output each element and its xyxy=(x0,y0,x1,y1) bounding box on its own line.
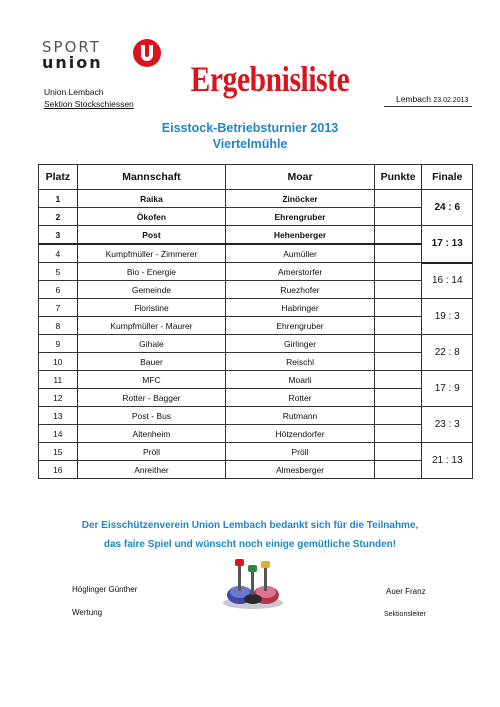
cell-punkte xyxy=(374,244,422,263)
cell-platz: 13 xyxy=(39,407,78,425)
cell-platz: 5 xyxy=(39,263,78,281)
header-mannschaft: Mannschaft xyxy=(77,165,226,190)
cell-platz: 7 xyxy=(39,299,78,317)
results-table xyxy=(38,164,473,479)
page-title: Ergebnisliste xyxy=(190,59,350,99)
cell-platz: 10 xyxy=(39,353,78,371)
cell-moar: Amerstorfer xyxy=(226,263,375,281)
cell-platz: 6 xyxy=(39,281,78,299)
cell-finale: 21 : 13 xyxy=(422,443,473,479)
table-row xyxy=(39,226,473,245)
table-row xyxy=(39,281,473,299)
cell-finale: 24 : 6 xyxy=(422,190,473,226)
cell-platz: 16 xyxy=(39,461,78,479)
table-row xyxy=(39,389,473,407)
cell-mannschaft: Kumpfmüller - Maurer xyxy=(77,317,226,335)
table-row xyxy=(39,443,473,461)
cell-mannschaft: Kumpfmüller - Zimmerer xyxy=(77,244,226,263)
thanks-line-2: das faire Spiel und wünscht noch einige gemütliche Stunden! xyxy=(103,539,397,550)
cell-finale: 16 : 14 xyxy=(422,263,473,299)
cell-mannschaft: Bauer xyxy=(77,353,226,371)
table-row xyxy=(39,208,473,226)
cell-mannschaft: Ökofen xyxy=(77,208,226,226)
cell-moar: Rutmann xyxy=(226,407,375,425)
header-finale: Finale xyxy=(422,165,473,190)
cell-mannschaft: Altenheim xyxy=(77,425,226,443)
cell-platz: 9 xyxy=(39,335,78,353)
cell-platz: 2 xyxy=(39,208,78,226)
cell-mannschaft: Bio - Energie xyxy=(77,263,226,281)
cell-platz: 8 xyxy=(39,317,78,335)
sport-union-logo xyxy=(42,38,162,74)
cell-moar: Habringer xyxy=(226,299,375,317)
table-row xyxy=(39,425,473,443)
cell-moar: Hehenberger xyxy=(226,226,375,245)
signature-left-name: Höglinger Günther xyxy=(72,585,138,594)
logo-sport-text: SPORT xyxy=(42,38,101,56)
cell-moar: Reischl xyxy=(226,353,375,371)
cell-punkte xyxy=(374,190,422,208)
cell-platz: 15 xyxy=(39,443,78,461)
cell-platz: 12 xyxy=(39,389,78,407)
event-title: Eisstock-Betriebsturnier 2013 xyxy=(161,121,339,135)
org-name: Union Lembach xyxy=(44,87,104,97)
signature-left-role: Wertung xyxy=(72,608,103,617)
header-moar: Moar xyxy=(226,165,375,190)
table-row xyxy=(39,244,473,263)
cell-finale: 23 : 3 xyxy=(422,407,473,443)
cell-finale: 19 : 3 xyxy=(422,299,473,335)
cell-punkte xyxy=(374,407,422,425)
signature-right-name: Auer Franz xyxy=(386,587,426,596)
cell-moar: Ehrengruber xyxy=(226,317,375,335)
cell-punkte xyxy=(374,317,422,335)
cell-punkte xyxy=(374,226,422,245)
cell-punkte xyxy=(374,443,422,461)
cell-punkte xyxy=(374,389,422,407)
date-value: 23.02.2013 xyxy=(433,97,469,104)
cell-moar: Ehrengruber xyxy=(226,208,375,226)
table-row xyxy=(39,371,473,389)
cell-platz: 14 xyxy=(39,425,78,443)
cell-punkte xyxy=(374,353,422,371)
cell-platz: 1 xyxy=(39,190,78,208)
cell-platz: 3 xyxy=(39,226,78,245)
cell-moar: Aumüller xyxy=(226,244,375,263)
cell-mannschaft: Anreither xyxy=(77,461,226,479)
table-row xyxy=(39,353,473,371)
cell-finale: 17 : 9 xyxy=(422,371,473,407)
cell-punkte xyxy=(374,208,422,226)
cell-moar: Hötzendorfer xyxy=(226,425,375,443)
cell-mannschaft: Rotter - Bagger xyxy=(77,389,226,407)
cell-moar: Rotter xyxy=(226,389,375,407)
date-underline xyxy=(384,106,472,107)
cell-mannschaft: Post - Bus xyxy=(77,407,226,425)
cell-moar: Almesberger xyxy=(226,461,375,479)
date-line xyxy=(396,94,468,104)
cell-punkte xyxy=(374,299,422,317)
cell-mannschaft: Gihale xyxy=(77,335,226,353)
table-header-row xyxy=(39,165,473,190)
table-row xyxy=(39,299,473,317)
header-punkte: Punkte xyxy=(374,165,422,190)
cell-moar: Ruezhofer xyxy=(226,281,375,299)
header-platz: Platz xyxy=(39,165,78,190)
cell-mannschaft: MFC xyxy=(77,371,226,389)
cell-moar: Zinöcker xyxy=(226,190,375,208)
cell-moar: Girlinger xyxy=(226,335,375,353)
table-row xyxy=(39,335,473,353)
table-row xyxy=(39,263,473,281)
cell-platz: 4 xyxy=(39,244,78,263)
org-section: Sektion Stockschiessen xyxy=(44,99,134,109)
cell-mannschaft: Gemeinde xyxy=(77,281,226,299)
cell-punkte xyxy=(374,371,422,389)
table-row xyxy=(39,407,473,425)
cell-punkte xyxy=(374,461,422,479)
cell-punkte xyxy=(374,425,422,443)
table-row xyxy=(39,317,473,335)
curling-stones-icon xyxy=(218,555,288,611)
organization-block xyxy=(44,86,134,110)
cell-finale: 22 : 8 xyxy=(422,335,473,371)
cell-mannschaft: Raika xyxy=(77,190,226,208)
signature-right-role: Sektionsleiter xyxy=(384,611,427,618)
cell-moar: Moarli xyxy=(226,371,375,389)
cell-mannschaft: Pröll xyxy=(77,443,226,461)
results-body xyxy=(39,190,473,479)
table-row xyxy=(39,461,473,479)
cell-punkte xyxy=(374,335,422,353)
date-place: Lembach xyxy=(396,94,431,104)
cell-punkte xyxy=(374,281,422,299)
cell-punkte xyxy=(374,263,422,281)
event-location: Viertelmühle xyxy=(212,137,288,151)
logo-union-text: union xyxy=(42,53,103,72)
cell-mannschaft: Post xyxy=(77,226,226,245)
cell-platz: 11 xyxy=(39,371,78,389)
cell-finale: 17 : 13 xyxy=(422,226,473,263)
table-row xyxy=(39,190,473,208)
thanks-line-1: Der Eisschützenverein Union Lembach bedankt sich für die Teilnahme, xyxy=(81,520,419,531)
cell-mannschaft: Floristine xyxy=(77,299,226,317)
cell-moar: Pröll xyxy=(226,443,375,461)
union-u-icon xyxy=(132,38,162,68)
